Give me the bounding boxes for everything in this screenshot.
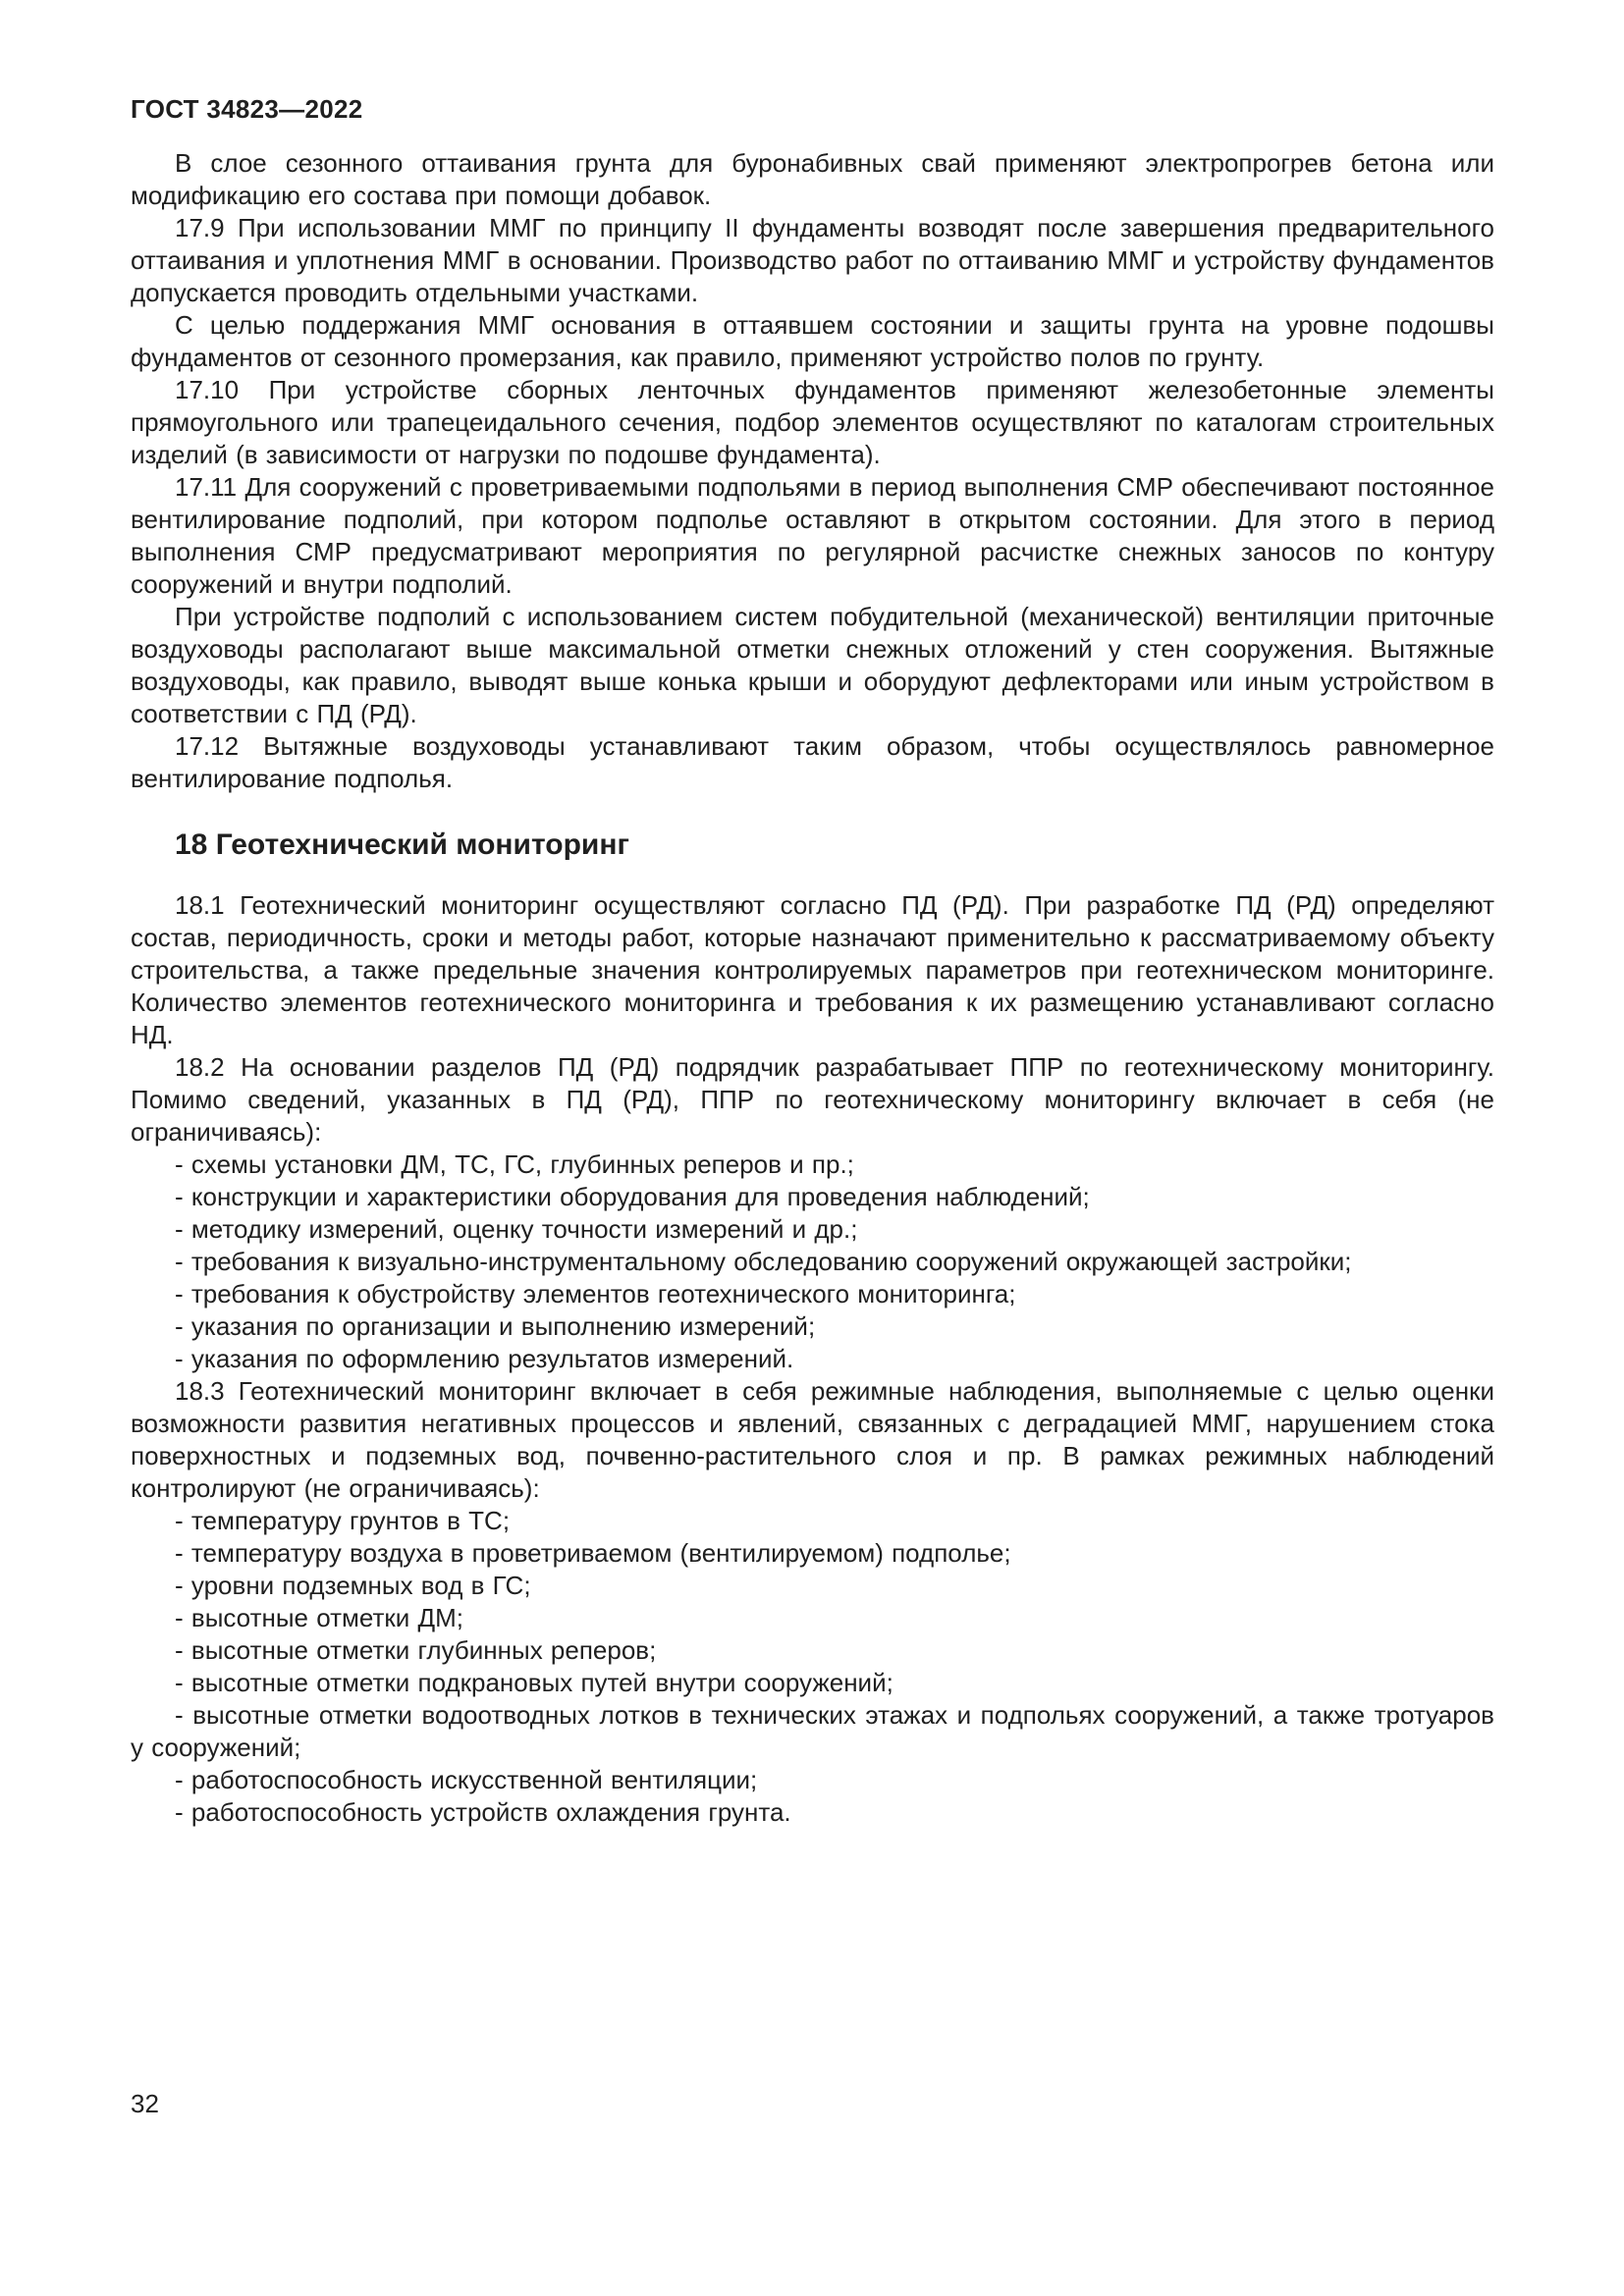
list-item: - указания по организации и выполнению измерений; — [175, 1311, 816, 1341]
paragraph-ventilation-ducts: При устройстве подполий с использованием систем побудительной (механической) вентиляции приточные воздуховоды располагают выше максимальной отметки снежных отложений у стен сооружения. Вытяжные воздуховоды, как правило, выводят выше конька крыши и оборудуют дефлекторами или иным устройством в соответствии с ПД (РД). — [131, 602, 1494, 728]
list-item: - высотные отметки ДМ; — [175, 1603, 463, 1632]
clause-18-1: 18.1 Геотехнический мониторинг осуществляют согласно ПД (РД). При разработке ПД (РД) определяют состав, периодичность, сроки и методы работ, которые назначают применительно к рассматриваемому объекту строительства, а также предельные значения контролируемых параметров при геотехническом мониторинге. Количество элементов геотехнического мониторинга и требования к их размещению устанавливают согласно НД. — [131, 890, 1494, 1049]
list-item: - температуру грунтов в ТС; — [175, 1506, 511, 1535]
list-item: - методику измерений, оценку точности измерений и др.; — [175, 1214, 858, 1244]
list-item: - высотные отметки подкрановых путей внутри сооружений; — [175, 1668, 893, 1697]
list-item: - работоспособность устройств охлаждения грунта. — [175, 1797, 791, 1827]
clause-17-9: 17.9 При использовании ММГ по принципу II фундаменты возводят после завершения предварительного оттаивания и уплотнения ММГ в основании. Производство работ по оттаиванию ММГ и устройству фундаментов допускается проводить отдельными участками. — [131, 213, 1494, 307]
list-item: - высотные отметки водоотводных лотков в технических этажах и подпольях сооружений, а также тротуаров у сооружений; — [131, 1700, 1494, 1762]
paragraph-floors-on-ground: С целью поддержания ММГ основания в оттаявшем состоянии и защиты грунта на уровне подошвы фундаментов от сезонного промерзания, как правило, применяют устройство полов по грунту. — [131, 310, 1494, 372]
list-item: - уровни подземных вод в ГС; — [175, 1571, 531, 1600]
section-18-heading: 18 Геотехнический мониторинг — [175, 828, 629, 861]
list-item: - схемы установки ДМ, ТС, ГС, глубинных реперов и пр.; — [175, 1149, 854, 1179]
list-item: - высотные отметки глубинных реперов; — [175, 1635, 657, 1665]
list-item: - требования к визуально-инструментальному обследованию сооружений окружающей застройки; — [175, 1247, 1352, 1276]
clause-18-2: 18.2 На основании разделов ПД (РД) подрядчик разрабатывает ППР по геотехническому мониторингу. Помимо сведений, указанных в ПД (РД), ППР по геотехническому мониторингу включает в себя (не ограничиваясь): — [131, 1052, 1494, 1147]
page-number: 32 — [131, 2089, 159, 2118]
list-item: - работоспособность искусственной вентиляции; — [175, 1765, 758, 1794]
list-18-3 — [131, 1505, 1494, 1829]
list-item: - указания по оформлению результатов измерений. — [175, 1344, 794, 1373]
list-18-2 — [131, 1148, 1494, 1375]
clause-18-3: 18.3 Геотехнический мониторинг включает в себя режимные наблюдения, выполняемые с целью оценки возможности развития негативных процессов и явлений, связанных с деградацией ММГ, нарушением стока поверхностных и подземных вод, почвенно-растительного слоя и пр. В рамках режимных наблюдений контролируют (не ограничиваясь): — [131, 1376, 1494, 1503]
clause-17-10: 17.10 При устройстве сборных ленточных фундаментов применяют железобетонные элементы прямоугольного или трапецеидального сечения, подбор элементов осуществляют по каталогам строительных изделий (в зависимости от нагрузки по подошве фундамента). — [131, 375, 1494, 469]
list-item: - требования к обустройству элементов геотехнического мониторинга; — [175, 1279, 1016, 1308]
paragraph-seasonal-thaw-concrete: В слое сезонного оттаивания грунта для буронабивных свай применяют электропрогрев бетона или модификацию его состава при помощи добавок. — [131, 148, 1494, 210]
list-item: - конструкции и характеристики оборудования для проведения наблюдений; — [175, 1182, 1090, 1211]
list-item: - температуру воздуха в проветриваемом (вентилируемом) подполье; — [175, 1538, 1011, 1568]
clause-17-12: 17.12 Вытяжные воздуховоды устанавливают таким образом, чтобы осуществлялось равномерное вентилирование подполья. — [131, 731, 1494, 793]
clause-17-11: 17.11 Для сооружений с проветриваемыми подпольями в период выполнения СМР обеспечивают постоянное вентилирование подполий, при котором подполье оставляют в открытом состоянии. Для этого в период выполнения СМР предусматривают мероприятия по регулярной расчистке снежных заносов по контуру сооружений и внутри подполий. — [131, 472, 1494, 599]
page-content — [131, 147, 1494, 1829]
running-header-document-code: ГОСТ 34823—2022 — [131, 94, 363, 124]
